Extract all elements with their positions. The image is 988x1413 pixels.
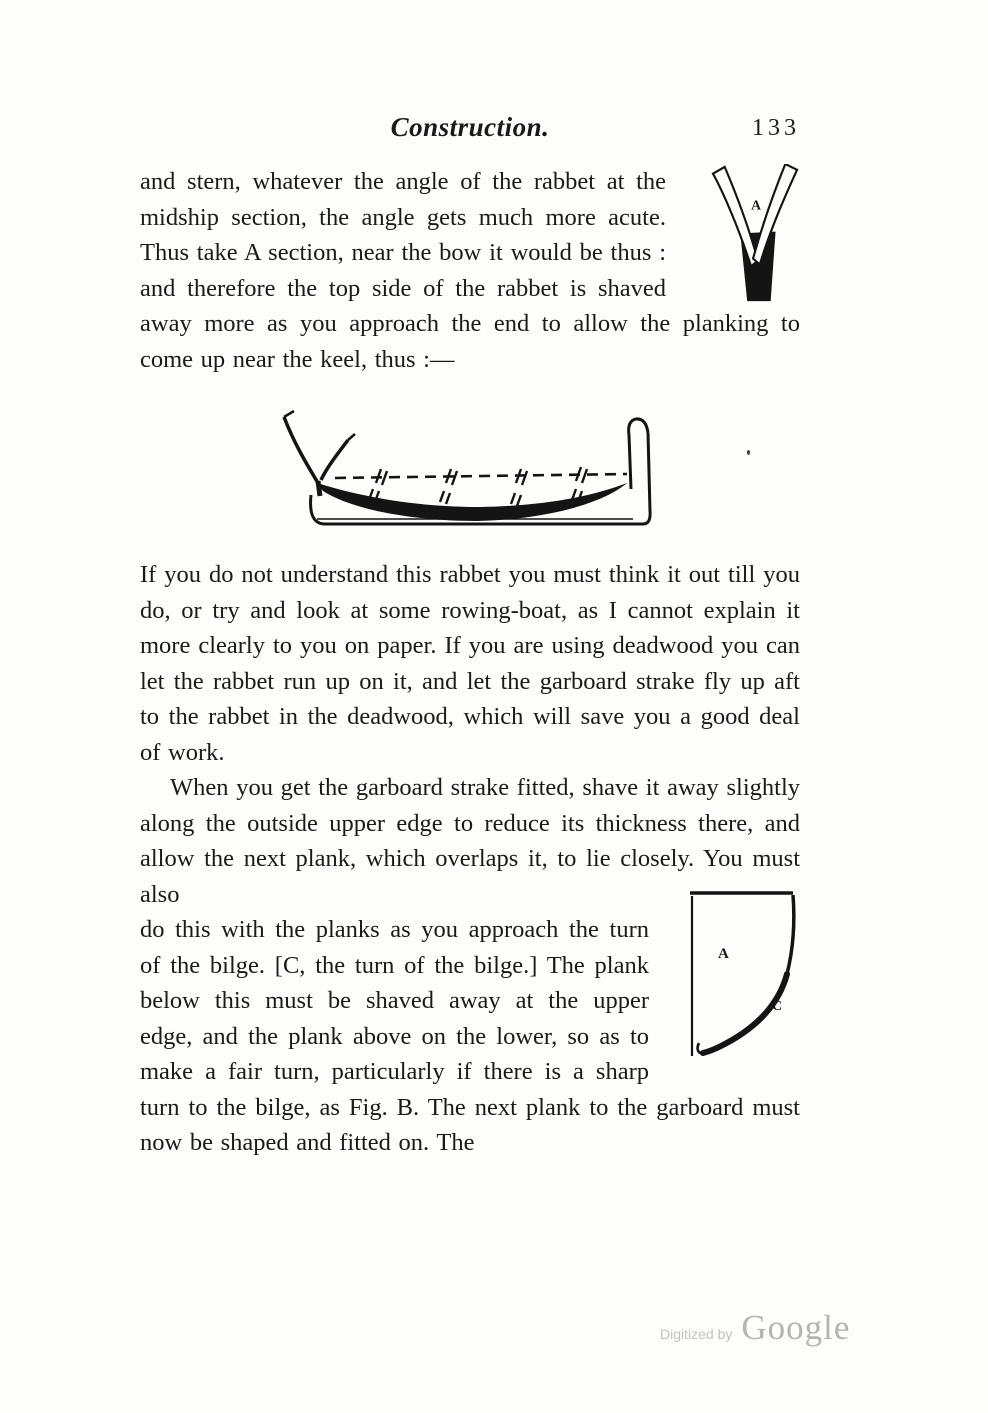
hull-profile-figure bbox=[281, 403, 666, 533]
figure-label-a: A bbox=[751, 197, 761, 213]
plank-right-curve-upper bbox=[787, 895, 794, 974]
paragraph-2 bbox=[140, 557, 800, 770]
page-number: 133 bbox=[752, 115, 800, 141]
hull-black-fill bbox=[317, 483, 627, 521]
plank-section-figure bbox=[687, 886, 800, 1066]
paragraph-3-start-text: When you get the garboard strake fitted, shave it away slightly along the outside upper edge to reduce its thickness there, and allow the next plank, which overlaps it, to lie closely. You must also bbox=[140, 774, 800, 908]
scan-speck bbox=[747, 450, 750, 455]
paragraph-1 bbox=[140, 164, 800, 377]
paragraph-3-continued-text: do this with the planks as you approach the turn of the bilge. [C, the turn of the bilge.] The plank below this must be shaved away at the upper edge, and the plank above on the lower, so as to make a fair turn, particularly if there is a sharp turn to the bilge, as Fig. B. The next plank to the garboard must now be shaped and fitted on. The bbox=[140, 916, 800, 1156]
keel-section-dot bbox=[746, 242, 749, 245]
stem-neck bbox=[318, 481, 320, 496]
paragraph-1-text: and stern, whatever the angle of the rabbet at the midship section, the angle gets much more acute. Thus take A section, near the bow it would be thus : and therefore the top side of the rabbet is shaved away more as you approach the end to allow the planking to come up near the keel, thus :— bbox=[140, 168, 800, 373]
paragraph-2-text: If you do not understand this rabbet you must think it out till you do, or try and look at some rowing-boat, as I cannot explain it more clearly to you on paper. If you are using deadwood you can let the rabbet run up on it, and let the garboard strake fly up aft to the rabbet in the deadwood, which will save you a good deal of work. bbox=[140, 561, 800, 766]
figure-label-c: C bbox=[772, 999, 783, 1014]
figure-label-a2: A bbox=[718, 946, 729, 962]
keel-section-right-arm bbox=[753, 164, 797, 264]
text-column bbox=[140, 112, 800, 1161]
stem-left-curve bbox=[284, 417, 318, 483]
page-header bbox=[140, 112, 800, 148]
stem-top-serifs bbox=[284, 411, 355, 440]
keel-section-figure bbox=[710, 164, 800, 304]
page-title: Construction. bbox=[390, 112, 550, 142]
sternpost-inner-line bbox=[629, 435, 631, 489]
google-logo: Google bbox=[741, 1308, 851, 1347]
paragraph-3-continued bbox=[140, 912, 800, 1161]
digitized-by-label: Digitized by bbox=[660, 1326, 733, 1342]
keel-section-left-arm bbox=[713, 167, 758, 266]
stem-right-curve bbox=[321, 440, 348, 480]
station-hatch-marks bbox=[369, 467, 587, 506]
sternpost-top-cap bbox=[629, 419, 648, 435]
google-watermark bbox=[660, 1308, 890, 1348]
